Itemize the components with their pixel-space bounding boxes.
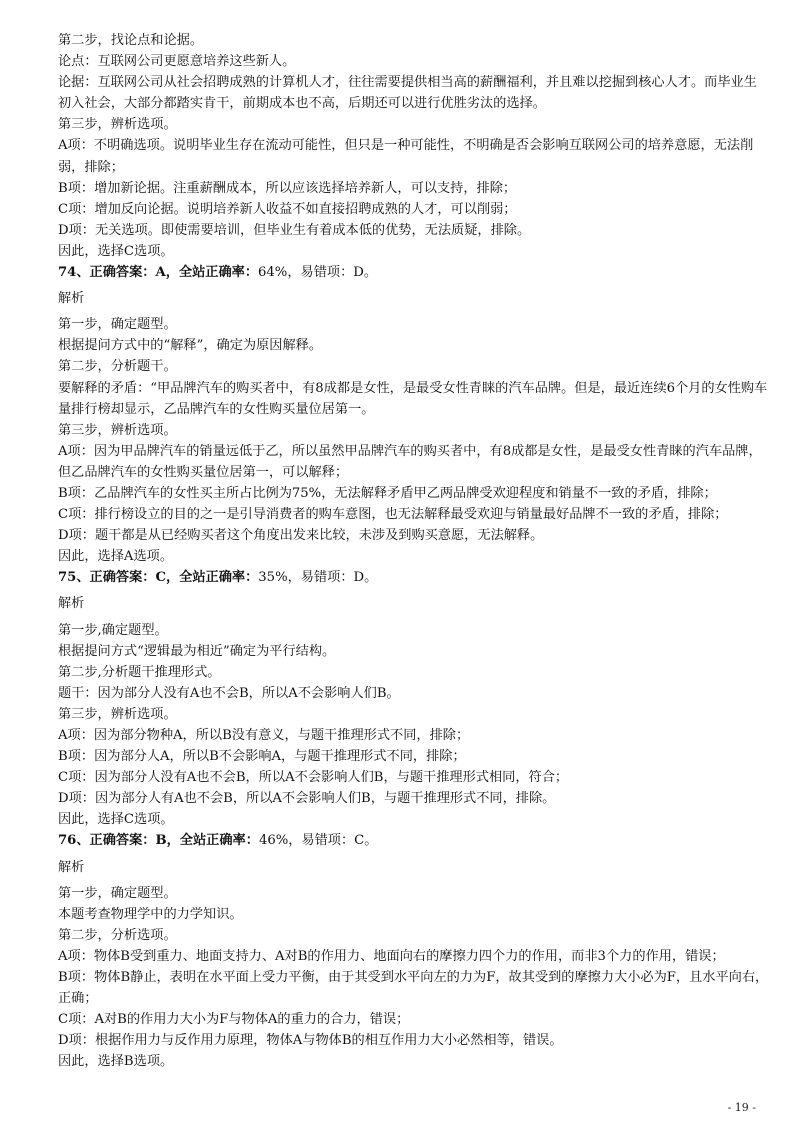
page-number: - 19 -	[727, 1101, 756, 1114]
text-line: 第三步，辨析选项。	[58, 117, 177, 133]
answer-heading	[58, 262, 770, 283]
text-line: 论点：互联网公司更愿意培养这些新人。	[58, 54, 296, 70]
text-line: 根据提问方式“逻辑最为相近”确定为平行结构。	[58, 643, 336, 659]
text-line: 第二步，分析题干。	[58, 359, 177, 375]
text-line: D项：无关选项。即使需要培训，但毕业生有着成本低的优势，无法质疑，排除。	[58, 222, 531, 238]
text-line: 第二步，分析选项。	[58, 927, 177, 943]
analysis-label: 解析	[58, 859, 85, 875]
text-line: 题干：因为部分人没有A也不会B，所以A不会影响人们B。	[58, 685, 400, 701]
answer-tail: ，易错项：D。	[287, 265, 378, 281]
text-line: 因此，选择B选项。	[58, 1054, 174, 1070]
intro-section	[58, 30, 770, 262]
analysis-label: 解析	[58, 596, 85, 612]
text-line: A项：因为甲品牌汽车的销量远低于乙，所以虽然甲品牌汽车的购买者中，有8成都是女性，是最受女性青睐的汽车品牌，但乙品牌汽车的女性购买量位居第一，可以解释；	[58, 443, 762, 480]
text-line: B项：乙品牌汽车的女性买主所占比例为75%，无法解释矛盾甲乙两品牌受欢迎程度和销量不一致的矛盾，排除；	[58, 485, 717, 501]
text-line: 要解释的矛盾：“甲品牌汽车的购买者中，有8成都是女性，是最受女性青睐的汽车品牌。但是，最近连续6个月的女性购车量排行榜却显示，乙品牌汽车的女性购买量位居第一。	[58, 380, 768, 417]
answer-label: 74、正确答案：A，全站正确率：	[58, 265, 259, 281]
answer-rate: 35%	[258, 570, 288, 586]
text-line: 因此，选择A选项。	[58, 549, 174, 565]
text-line: 因此，选择C选项。	[58, 812, 174, 828]
text-line: C项：增加反向论据。说明培养新人收益不如直接招聘成熟的人才，可以削弱；	[58, 201, 517, 217]
answer-rate: 64%	[258, 265, 288, 281]
text-line: D项：因为部分人有A也不会B，所以A不会影响人们B，与题干推理形式不同，排除。	[58, 791, 556, 807]
text-line: A项：因为部分物种A，所以B没有意义，与题干推理形式不同，排除；	[58, 728, 470, 743]
text-line: 第三步，辨析选项。	[58, 422, 177, 438]
text-line: B项：物体B静止，表明在水平面上受力平衡，由于其受到水平向左的力为F，故其受到的摩擦力大小必为F，且水平向右，正确；	[58, 970, 769, 1007]
text-line: 因此，选择C选项。	[58, 243, 174, 259]
text-line: 第二步，找论点和论据。	[58, 33, 204, 48]
text-line: 第二步,分析题干推理形式。	[58, 664, 221, 680]
answer-label: 76、正确答案：B，全站正确率：	[58, 833, 259, 849]
text-line: D项：题干都是从已经购买者这个角度出发来比较，未涉及到购买意愿，无法解释。	[58, 528, 544, 544]
question-76	[58, 830, 770, 1072]
text-line: 第三步，辨析选项。	[58, 706, 177, 722]
text-line: C项：排行榜设立的目的之一是引导消费者的购车意图，也无法解释最受欢迎与销量最好品牌不一致的矛盾，排除；	[58, 507, 728, 523]
question-75	[58, 567, 770, 830]
text-line: 第一步，确定题型。	[58, 885, 177, 901]
text-line: 根据提问方式中的“解释”，确定为原因解释。	[58, 338, 323, 354]
answer-label: 75、正确答案：C，全站正确率：	[58, 570, 259, 586]
answer-heading	[58, 567, 770, 588]
answer-heading	[58, 830, 770, 851]
text-line: 本题考查物理学中的力学知识。	[58, 906, 243, 922]
answer-rate: 46%	[258, 833, 289, 849]
question-74	[58, 262, 770, 567]
text-line: 第一步,确定题型。	[58, 622, 168, 638]
text-line: B项：增加新论据。注重薪酬成本，所以应该选择培养新人，可以支持，排除；	[58, 180, 517, 196]
document-page	[58, 30, 770, 1073]
text-line: B项：因为部分人A，所以B不会影响A，与题干推理形式不同，排除；	[58, 749, 466, 765]
text-line: 第一步，确定题型。	[58, 317, 177, 333]
analysis-label: 解析	[58, 291, 85, 307]
text-line: 论据：互联网公司从社会招聘成熟的计算机人才，往往需要提供相当高的薪酬福利，并且难以挖掘到核心人才。而毕业生初入社会，大部分都踏实肯干，前期成本也不高，后期还可以进行优胜劣汰的选择。	[58, 75, 757, 112]
text-line: A项：不明确选项。说明毕业生存在流动可能性，但只是一种可能性，不明确是否会影响互联网公司的培养意愿，无法削弱，排除；	[58, 138, 754, 175]
answer-tail: ，易错项：D。	[287, 570, 378, 586]
text-line: C项：A对B的作用力大小为F与物体A的重力的合力，错误；	[58, 1012, 410, 1028]
text-line: A项：物体B受到重力、地面支持力、A对B的作用力、地面向右的摩擦力四个力的作用，而非3个力的作用，错误；	[58, 948, 725, 964]
answer-tail: ，易错项：C。	[288, 833, 378, 849]
text-line: D项：根据作用力与反作用力原理，物体A与物体B的相互作用力大小必然相等，错误。	[58, 1033, 563, 1049]
text-line: C项：因为部分人没有A也不会B，所以A不会影响人们B，与题干推理形式相同，符合；	[58, 770, 569, 786]
